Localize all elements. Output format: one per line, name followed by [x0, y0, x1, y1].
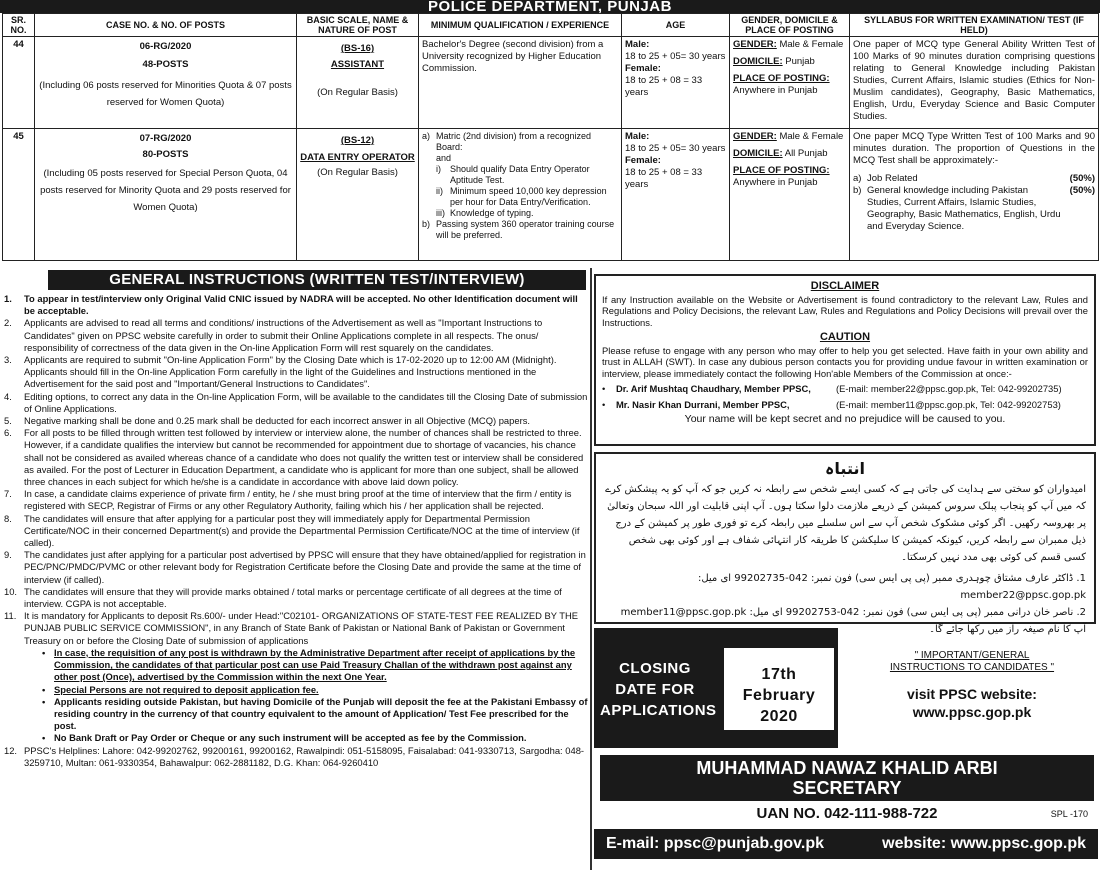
instructions-link[interactable]: " IMPORTANT/GENERAL INSTRUCTIONS TO CANDIDATES ": [889, 650, 1055, 673]
caution-text: Please refuse to engage with any person who may offer to help you get selected. Have faith in your own ability and trust in ALLAH (SWT). In case any dubious person contacts you for providing undue favour in written examination or interview, please immediately contact the following Hon'able Members of the Commission at once:-: [602, 344, 1088, 379]
q-b: Passing system 360 operator training course will be preferred.: [436, 219, 615, 240]
post-name: ASSISTANT: [330, 59, 385, 70]
list-item: 6. For all posts to be filled through written test followed by interview or interview alone, the number of chances shall be restricted to three. However, if a candidate qualifies the interview but cannot be recommended for appointment due to shortage of vacancies, his chance shall not be considered as availed whereas chance of a candidate who does not qualify the written test or interview shall be considered as availed. For the post of Lecturer in Education Department, a candidate who is applicant for more than one subject, shall be allowed three chances in each subject for which he/she is a candidate in accordance with above laid down policy.: [4, 427, 584, 488]
list-item: • No Bank Draft or Pay Order or Cheque or any such instrument will be accepted as fee by the Commission.: [42, 732, 588, 744]
instruction-text: For all posts to be filled through written test followed by interview or interview alone, the number of chances shall be restricted to three. However, if a candidate qualifies the interview but cannot be recommended for appointment due to shortage of vacancies, his chance shall not be considered as availed whereas chance of a candidate who does not qualify the written test or interview shall be considered as availed. For the post of Lecturer in Education Department, a candidate who is applicant for more than one subject, shall be allowed three chances in each subject for which he/she is a candidate in accordance with above laid down policy.: [24, 427, 584, 488]
instruction-text: In case, a candidate claims experience of private firm / entity, he / she must bring proof at the time of interview that the firm / entity is registered with SECP, Registrar of Firms or any other Regulatory Authority, failing which his / her application shall be rejected.: [24, 488, 572, 512]
ad-code: SPL -170: [1050, 809, 1088, 819]
header-syllabus: SYLLABUS FOR WRITTEN EXAMINATION/ TEST (IF HELD): [850, 14, 1099, 37]
list-item: 12. PPSC's Helplines: Lahore: 042-99202762, 99200161, 99200162, Rawalpindi: 051-5158095, Faisalabad: 041-9330713, Sargodha: 048-3259710, Multan: 061-9330354, Bahawalpur: 062-2881182, D.G. Khan: 064-9260410: [4, 744, 585, 768]
list-item: • In case, the requisition of any post is withdrawn by the Administrative Department after receipt of applications by the Commission, the candidates of that particular post can use Paid Treasury Challan of the withdrawn post against any other post (Once), advertised by the Commission within the next One Year.: [42, 647, 588, 684]
instruction-text: Negative marking shall be done and 0.25 mark shall be deducted for each incorrect answer in all Objective (MCQ) papers.: [24, 415, 530, 427]
member-name: Mr. Nasir Khan Durrani, Member PPSC,: [616, 398, 790, 410]
age-male: 18 to 25 + 05= 30 years: [625, 143, 726, 154]
urdu-closing: آپ کا نام صیغہ راز میں رکھا جائے گا۔: [929, 624, 1086, 635]
closing-date-banner: [594, 628, 838, 748]
s-b-label: b): [853, 185, 862, 196]
list-item: 11. It is mandatory for Applicants to deposit Rs.600/- under Head:"C02101- ORGANIZATIONS OF STATE-TEST FEE REALIZED BY THE PUNJAB PUBLIC SERVICE COMMISSION", in any Branch of State Bank of Pakistan or National Bank of Pakistan or Government Treasury on or before the Closing Date of submission of applications • In case, the requisition of any post is withdrawn by the Administrative Department after receipt of applications by the Commission, the candidates of that particular post can use Paid Treasury Challan of the withdrawn post against any other post (Once), advertised by the Commission within the next One Year. • Special Persons are not required to deposit application fee. • Applicants residing outside Pakistan, but having Domicile of the Punjab will deposit the fee at the Pakistani Embassy of residing country in the currency of that country equivalent to the amount of Application/ Test Fee prescribed for the post. • No Bank Draft or Pay Order or Cheque or any such instrument will be accepted as fee by the Commission.: [2, 610, 588, 744]
domicile-label: DOMICILE:: [733, 148, 783, 159]
quota-text: (Including 05 posts reserved for Special Person Quota, 04 posts reserved for Minority Quota and 29 posts reserved for Women Quota): [40, 168, 291, 213]
s-b: General knowledge including Pakistan Studies, Current Affairs, Islamic Studies, Geography, Basic Mathematics, English, Urdu and Everyday Science.: [867, 185, 1061, 232]
post-nature: (On Regular Basis): [317, 87, 398, 98]
website-box: [850, 650, 1094, 740]
page-title-banner: [0, 0, 1100, 13]
s-b-pct: (50%): [1069, 185, 1095, 196]
posting-label: PLACE OF POSTING:: [733, 165, 830, 176]
qualification-cell: [419, 129, 622, 261]
posts-count: 48-POSTS: [142, 59, 189, 70]
q-i: Should qualify Data Entry Operator Aptitude Test.: [450, 164, 590, 185]
page-title: POLICE DEPARTMENT, PUNJAB: [428, 0, 672, 13]
syllabus-cell: [850, 129, 1099, 261]
signature-block: [600, 755, 1094, 801]
gender-label: GENDER:: [733, 39, 777, 50]
urdu-title: انتباہ: [825, 459, 865, 478]
urdu-member-2: 2. ناصر خان درانی ممبر (پی پی ایس سی) فون نمبر: 042-99202753 ای میل: member11@ppsc.gop.pk: [620, 607, 1086, 618]
age-female: 18 to 25 + 08 = 33 years: [625, 167, 703, 190]
uan-number: UAN NO. 042-111-988-722: [756, 805, 938, 822]
disclaimer-text: If any Instruction available on the Website or Advertisement is found contradictory to the relevant Law, Rules and Regulations and Policy Decisions, the relevant Law, Rules and Regulations and Policy Decisions will prevail over the Instructions.: [602, 293, 1088, 328]
website-link[interactable]: www.ppsc.gop.pk: [912, 704, 1032, 720]
age-male-label: Male:: [625, 39, 650, 50]
fee-notes: [42, 647, 588, 745]
uan-row: [600, 803, 1094, 825]
helplines: PPSC's Helplines: Lahore: 042-99202762, 99200161, 99200162, Rawalpindi: 051-5158095, Faisalabad: 041-9330713, Sargodha: 048-3259710, Multan: 061-9330354, Bahawalpur: 062-2881182, D.G. Khan: 064-9260410: [24, 744, 585, 768]
footer-website[interactable]: website: www.ppsc.gop.pk: [882, 835, 1086, 852]
basic-scale: (BS-16): [340, 43, 375, 54]
column-divider: [590, 268, 592, 870]
posting-value: Anywhere in Punjab: [733, 85, 818, 96]
q-b-label: b): [422, 219, 431, 229]
s-a-pct: (50%): [1069, 173, 1095, 184]
q-iii: Knowledge of typing.: [450, 208, 534, 218]
instruction-text: The candidates just after applying for a particular post advertised by PPSC will ensure that they have obtained/applied for registration in PEC/PNC/PMDC/PVMC or other relevant body for Registration Certificate before the Closing Date and provide the same at the time of interview (if called).: [24, 549, 586, 585]
list-item: 2. Applicants are advised to read all terms and conditions/ instructions of the Advertisement as well as "Important Instructions to Candidates" given on PPSC website carefully in order to submit their Online Applications complete in all respects. The onus/ responsibility of correctness of the data given in the On-line Application Form will rest squarely on the candidates.: [4, 317, 543, 353]
age-male-label: Male:: [625, 131, 650, 142]
posts-table: [2, 13, 1099, 261]
age-female: 18 to 25 + 08 = 33 years: [625, 75, 703, 98]
domicile-label: DOMICILE:: [733, 56, 783, 67]
urdu-warning-box: [594, 452, 1096, 635]
list-item: 4. Editing options, to correct any data in the On-line Application Form, will be available to the candidates till the Closing Date of submission of Online Applications.: [4, 390, 588, 414]
member-contact: (E-mail: member11@ppsc.gop.pk, Tel: 042-99202753): [836, 398, 1061, 410]
urdu-paragraph: امیدواران کو سختی سے ہدایت کی جاتی ہے کہ کسی ایسے شخص سے رابطہ نہ کریں جو کہ آپ کو یہ پیشکش کرے کہ میں آپ کو پنجاب پبلک سروس کمیشن کے ذریعے ملازمت دلوا سکتا ہوں۔ آپ اپنی قابلیت اور اللہ سبحان وتعالیٰ پر بھروسہ رکھیں۔ اگر کوئی مشکوک شخص آپ سے اس سلسلے میں رابطہ کرے تو فوری طور پر کمیشن کے درج ذیل ممبران سے رابطہ کریں، کیونکہ کمیشن کا سلیکشن کا طریقہ کار انتہائی شفاف ہے اور کوئی بھی شخص کسی قسم کی کوئی بھی مدد نہیں کرسکتا۔: [605, 484, 1086, 563]
header-case: CASE NO. & NO. OF POSTS: [35, 14, 297, 37]
age-cell: [622, 129, 730, 261]
general-instructions: [2, 293, 588, 867]
list-item: • Applicants residing outside Pakistan, but having Domicile of the Punjab will deposit the fee at the Pakistani Embassy of residing country in the currency of that country equivalent to the amount of Application/ Test Fee prescribed for the post.: [42, 696, 588, 733]
scale-cell: [297, 129, 419, 261]
case-no: 07-RG/2020: [139, 133, 192, 144]
table-row: [3, 37, 1099, 129]
list-item: 3. Applicants are required to submit "On-line Application Form" by the Closing Date which is 17-02-2020 up to 12:00 AM (Midnight). Applicants should fill in the On-line Application Form carefully in the light of the Guidelines and Instructions mentioned in the Advertisement for the said post and "Important/General Instructions to Candidates".: [4, 354, 557, 390]
member-row: • Dr. Arif Mushtaq Chaudhary, Member PPSC, (E-mail: member22@ppsc.gop.pk, Tel: 042-99202735): [602, 383, 1062, 394]
secretary-name: MUHAMMAD NAWAZ KHALID ARBI: [696, 758, 998, 778]
footer-bar: [594, 829, 1098, 859]
closing-date: 17th February 2020: [724, 648, 834, 730]
header-sr: SR. NO.: [3, 14, 35, 37]
s-a-label: a): [853, 173, 862, 184]
q-a-label: a): [422, 131, 431, 141]
gender-value: Male & Female: [779, 131, 844, 142]
posting-label: PLACE OF POSTING:: [733, 73, 830, 84]
table-header-row: [3, 14, 1099, 37]
secretary-title: SECRETARY: [792, 778, 902, 798]
instruction-text: To appear in test/interview only Original Valid CNIC issued by NADRA will be accepted. No other Identification document will be acceptable.: [24, 293, 578, 317]
q-and: and: [436, 153, 452, 163]
post-name: DATA ENTRY OPERATOR: [300, 152, 415, 163]
member-row: • Mr. Nasir Khan Durrani, Member PPSC, (E-mail: member11@ppsc.gop.pk, Tel: 042-99202753): [602, 398, 1061, 410]
case-cell: [35, 37, 297, 129]
visit-label: visit PPSC website:: [907, 686, 1037, 702]
post-nature: (On Regular Basis): [317, 167, 398, 178]
list-item: 5. Negative marking shall be done and 0.25 mark shall be deducted for each incorrect answer in all Objective (MCQ) papers.: [4, 415, 530, 427]
age-cell: [622, 37, 730, 129]
instruction-text: Applicants are required to submit "On-line Application Form" by the Closing Date which is 17-02-2020 up to 12:00 AM (Midnight). Applicants should fill in the On-line Application Form carefully in the light of the Guidelines and Instructions mentioned in the Advertisement for the said post and "Important/General Instructions to Candidates".: [24, 354, 557, 390]
age-male: 18 to 25 + 05= 30 years: [625, 51, 726, 62]
quota-text: (Including 06 posts reserved for Minorities Quota & 07 posts reserved for Women Quota): [39, 80, 292, 108]
syllabus-text: One paper MCQ Type Written Test of 100 Marks and 90 minutes duration. The proportion of Questions in the MCQ Test shall be approximately:-: [853, 131, 1095, 166]
urdu-member-1: 1. ڈاکٹر عارف مشتاق چوہدری ممبر (پی پی ایس سی) فون نمبر: 042-99202735 ای میل: member22@ppsc.gop.pk: [697, 573, 1086, 601]
caution-title: CAUTION: [819, 331, 871, 343]
case-cell: [35, 129, 297, 261]
list-item: • Special Persons are not required to deposit application fee.: [42, 684, 588, 696]
instruction-text: Applicants are advised to read all terms and conditions/ instructions of the Advertisement as well as "Important Instructions to Candidates" given on PPSC website carefully in order to submit their Online Applications complete in all respects. The onus/ responsibility of correctness of the data given in the On-line Application Form will rest squarely on the candidates.: [24, 317, 543, 353]
q-ii-label: ii): [436, 186, 443, 196]
gender-cell: [730, 129, 850, 261]
member-name: Dr. Arif Mushtaq Chaudhary, Member PPSC,: [616, 383, 811, 394]
posting-value: Anywhere in Punjab: [733, 177, 818, 188]
closing-label: CLOSING DATE FOR APPLICATIONS: [600, 660, 717, 719]
syllabus-text: One paper of MCQ type General Ability Written Test of 100 Marks of 90 minutes duration comprising questions relating to General Knowledge including Pakistan Studies, Current Affairs, Islamic studies (Ethics for Non-Muslim candidates), Geography, Basic Mathematics, English, Urdu, Everyday Science and Basic Computer Studies.: [850, 37, 1099, 129]
instruction-text: The candidates will ensure that after applying for a particular post they will immediately apply for Departmental Permission Certificate/NOC in their concerned Department(s) and provide the Departmental Permission Certificate/NOC at the time of interview (if called).: [24, 512, 580, 549]
gender-value: Male & Female: [779, 39, 844, 50]
instruction-text: It is mandatory for Applicants to deposit Rs.600/- under Head:"C02101- ORGANIZATIONS OF STATE-TEST FEE REALIZED BY THE PUNJAB PUBLIC SERVICE COMMISSION", in any Branch of State Bank of Pakistan or National Bank of Pakistan or Government Treasury on or before the Closing Date of submission of applications: [24, 610, 579, 646]
list-item: 9. The candidates just after applying for a particular post advertised by PPSC will ensure that they have obtained/applied for registration in PEC/PNC/PMDC/PVMC or other relevant body for Registration Certificate before the Closing Date and provide the same at the time of interview (if called).: [4, 549, 586, 585]
general-instructions-title: GENERAL INSTRUCTIONS (WRITTEN TEST/INTERVIEW): [48, 270, 586, 290]
disclaimer-title: DISCLAIMER: [810, 280, 880, 292]
header-gender: GENDER, DOMICILE & PLACE OF POSTING: [730, 14, 850, 37]
disclaimer-box: [594, 274, 1096, 446]
basic-scale: (BS-12): [340, 135, 375, 146]
footer-email[interactable]: E-mail: ppsc@punjab.gov.pk: [606, 835, 824, 852]
q-i-label: i): [436, 164, 441, 174]
scale-cell: [297, 37, 419, 129]
member-contact: (E-mail: member22@ppsc.gop.pk, Tel: 042-99202735): [836, 383, 1062, 394]
list-item: 7. In case, a candidate claims experience of private firm / entity, he / she must bring proof at the time of interview that the firm / entity is registered with SECP, Registrar of Firms or any other Regulatory Authority, failing which his / her application shall be rejected.: [4, 488, 572, 512]
header-scale: BASIC SCALE, NAME & NATURE OF POST: [297, 14, 419, 37]
sr-no: 44: [3, 37, 35, 129]
table-row: [3, 129, 1099, 261]
age-female-label: Female:: [625, 63, 661, 74]
domicile-value: All Punjab: [784, 148, 828, 159]
sr-no: 45: [3, 129, 35, 261]
gender-cell: [730, 37, 850, 129]
q-a: Matric (2nd division) from a recognized Board:: [436, 131, 592, 152]
q-iii-label: iii): [436, 208, 445, 218]
domicile-value: Punjab: [785, 56, 815, 67]
case-no: 06-RG/2020: [139, 41, 192, 52]
instruction-text: The candidates will ensure that they will provide marks obtained / total marks or percentage certificate of all degrees at the time of interview. CGPA is not acceptable.: [24, 585, 562, 610]
q-ii: Minimum speed 10,000 key depression per hour for Data Entry/Verification.: [450, 186, 607, 207]
s-a: Job Related: [867, 173, 918, 184]
list-item: 8. The candidates will ensure that after applying for a particular post they will immediately apply for Departmental Permission Certificate/NOC in their concerned Department(s) and provide the Departmental Permission Certificate/NOC at the time of interview (if called).: [4, 512, 580, 549]
header-qualification: MINIMUM QUALIFICATION / EXPERIENCE: [419, 14, 622, 37]
gender-label: GENDER:: [733, 131, 777, 142]
age-female-label: Female:: [625, 155, 661, 166]
posts-count: 80-POSTS: [142, 149, 189, 160]
list-item: 10. The candidates will ensure that they will provide marks obtained / total marks or percentage certificate of all degrees at the time of interview. CGPA is not acceptable.: [4, 585, 562, 610]
list-item: 1. To appear in test/interview only Original Valid CNIC issued by NADRA will be accepted. No other Identification document will be acceptable.: [4, 293, 578, 317]
instruction-text: Editing options, to correct any data in the On-line Application Form, will be available to the candidates till the Closing Date of submission of Online Applications.: [24, 390, 588, 414]
header-age: AGE: [622, 14, 730, 37]
secret-note: Your name will be kept secret and no prejudice will be caused to you.: [684, 413, 1006, 425]
qualification-text: Bachelor's Degree (second division) from a University recognized by Higher Education Commission.: [419, 37, 622, 129]
